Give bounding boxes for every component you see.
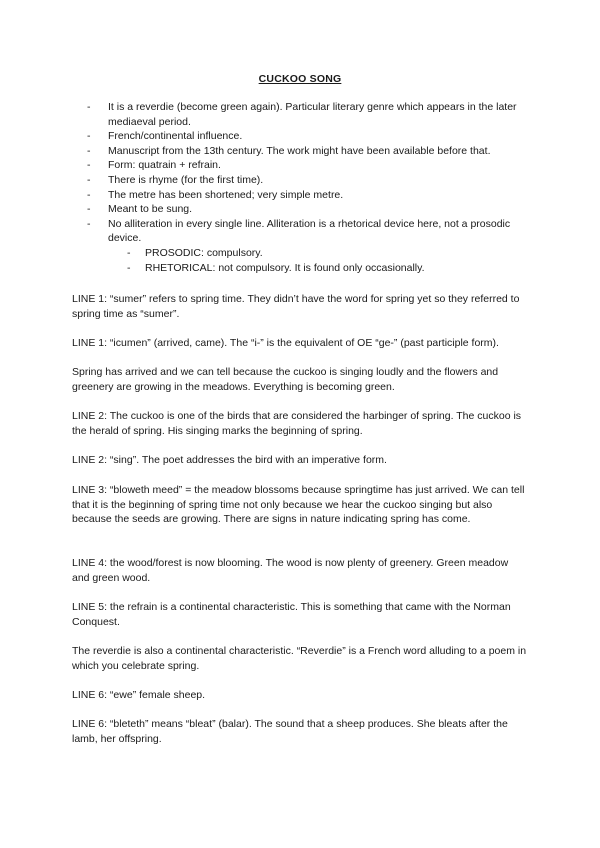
paragraph: LINE 6: “bleteth” means “bleat” (balar). The sound that a sheep produces. She bleats after the lamb, her offspring. bbox=[72, 718, 508, 745]
paragraph: LINE 4: the wood/forest is now blooming. The wood is now plenty of greenery. Green meadow and green wood. bbox=[72, 557, 509, 584]
paragraph: LINE 5: the refrain is a continental characteristic. This is something that came with the Norman Conquest. bbox=[72, 601, 511, 628]
sub-bullet-text: RHETORICAL: not compulsory. It is found only occasionally. bbox=[145, 261, 425, 274]
bullet-dash: - bbox=[87, 203, 91, 216]
paragraph: The reverdie is also a continental characteristic. “Reverdie” is a French word alluding to a poem in which you celebrate spring. bbox=[72, 645, 527, 672]
bullet-text: No alliteration in every single line. Alliteration is a rhetorical device here, not a prosodic device. bbox=[108, 217, 511, 245]
bullet-list bbox=[87, 100, 527, 275]
bullet-dash: - bbox=[87, 217, 91, 230]
paragraph: LINE 2: “sing”. The poet addresses the bird with an imperative form. bbox=[72, 454, 387, 466]
bullet-item bbox=[87, 188, 527, 203]
bullet-item bbox=[87, 173, 527, 188]
bullet-text: Meant to be sung. bbox=[108, 203, 193, 216]
bullet-dash: - bbox=[87, 188, 91, 201]
sub-bullet-list bbox=[127, 246, 527, 275]
bullet-item bbox=[87, 144, 527, 159]
bullet-item bbox=[87, 217, 527, 275]
paragraph: LINE 2: The cuckoo is one of the birds that are considered the harbinger of spring. The cuckoo is the herald of spring. His singing marks the beginning of spring. bbox=[72, 410, 522, 437]
bullet-text: French/continental influence. bbox=[108, 130, 243, 143]
paragraph: LINE 1: “sumer” refers to spring time. They didn’t have the word for spring yet so they referred to spring time as “sumer”. bbox=[72, 293, 520, 320]
paragraph: Spring has arrived and we can tell because the cuckoo is singing loudly and the flowers and greenery are growing in the meadows. Everything is becoming green. bbox=[72, 366, 499, 393]
bullet-text: Form: quatrain + refrain. bbox=[108, 159, 221, 172]
paragraph: LINE 6: “ewe” female sheep. bbox=[72, 689, 206, 701]
bullet-dash: - bbox=[87, 144, 91, 157]
page-title: CUCKOO SONG bbox=[258, 73, 342, 85]
bullet-item bbox=[87, 129, 527, 144]
bullet-text: There is rhyme (for the first time). bbox=[108, 173, 264, 186]
bullet-dash: - bbox=[87, 130, 91, 143]
bullet-text: Manuscript from the 13th century. The work might have been available before that. bbox=[108, 144, 491, 157]
sub-bullet-dash: - bbox=[127, 261, 131, 274]
bullet-item bbox=[87, 158, 527, 173]
paragraph: LINE 3: “bloweth meed” = the meadow blossoms because springtime has just arrived. We can tell that it is the beginning of spring time not only because we hear the cuckoo singing but also because the seeds are growing. There are signs in nature indicating spring has come. bbox=[72, 484, 525, 526]
sub-bullet-text: PROSODIC: compulsory. bbox=[145, 246, 263, 259]
bullet-dash: - bbox=[87, 173, 91, 186]
bullet-item bbox=[87, 100, 527, 129]
bullet-text: The metre has been shortened; very simple metre. bbox=[108, 188, 344, 201]
bullet-dash: - bbox=[87, 101, 91, 113]
bullet-item bbox=[87, 202, 527, 217]
sub-bullet-dash: - bbox=[127, 246, 131, 259]
sub-bullet-item bbox=[127, 246, 527, 261]
bullet-text: It is a reverdie (become green again). Particular literary genre which appears in the later mediaeval period. bbox=[108, 101, 517, 128]
sub-bullet-item bbox=[127, 261, 527, 276]
paragraph: LINE 1: “icumen” (arrived, came). The “i-” is the equivalent of OE “ge-” (past participle form). bbox=[72, 337, 499, 349]
bullet-dash: - bbox=[87, 159, 91, 172]
